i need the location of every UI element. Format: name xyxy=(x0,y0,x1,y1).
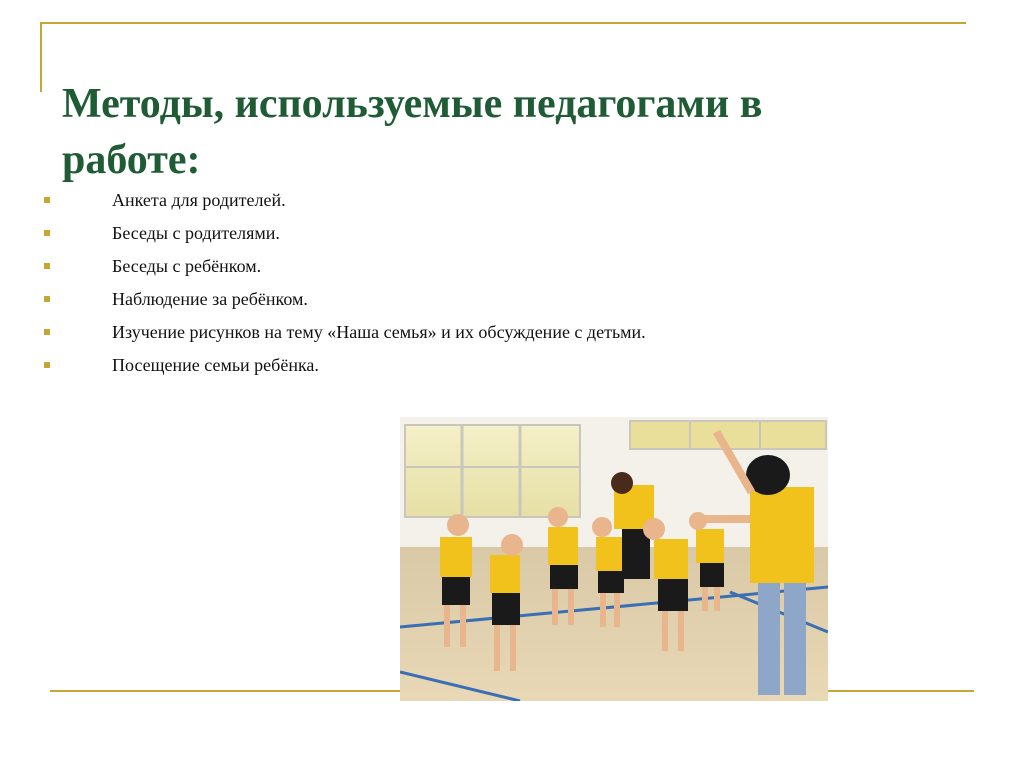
bullet-text: Посещение семьи ребёнка. xyxy=(112,355,319,375)
bullet-icon xyxy=(44,197,50,203)
gym-exercise-photo xyxy=(400,417,828,701)
bullet-text: Беседы с ребёнком. xyxy=(112,256,262,276)
bullet-text: Наблюдение за ребёнком. xyxy=(112,289,308,309)
bullet-text: Анкета для родителей. xyxy=(112,190,286,210)
bullet-icon xyxy=(44,230,50,236)
top-rule xyxy=(40,22,966,24)
bullet-text: Изучение рисунков на тему «Наша семья» и их обсуждение с детьми. xyxy=(112,322,646,342)
left-rule xyxy=(40,22,42,92)
bullet-icon xyxy=(44,296,50,302)
bullet-icon xyxy=(44,362,50,368)
bullet-icon xyxy=(44,263,50,269)
bullet-text: Беседы с родителями. xyxy=(112,223,280,243)
bullet-icon xyxy=(44,329,50,335)
slide-title: Методы, используемые педагогами в работе: xyxy=(62,81,763,183)
